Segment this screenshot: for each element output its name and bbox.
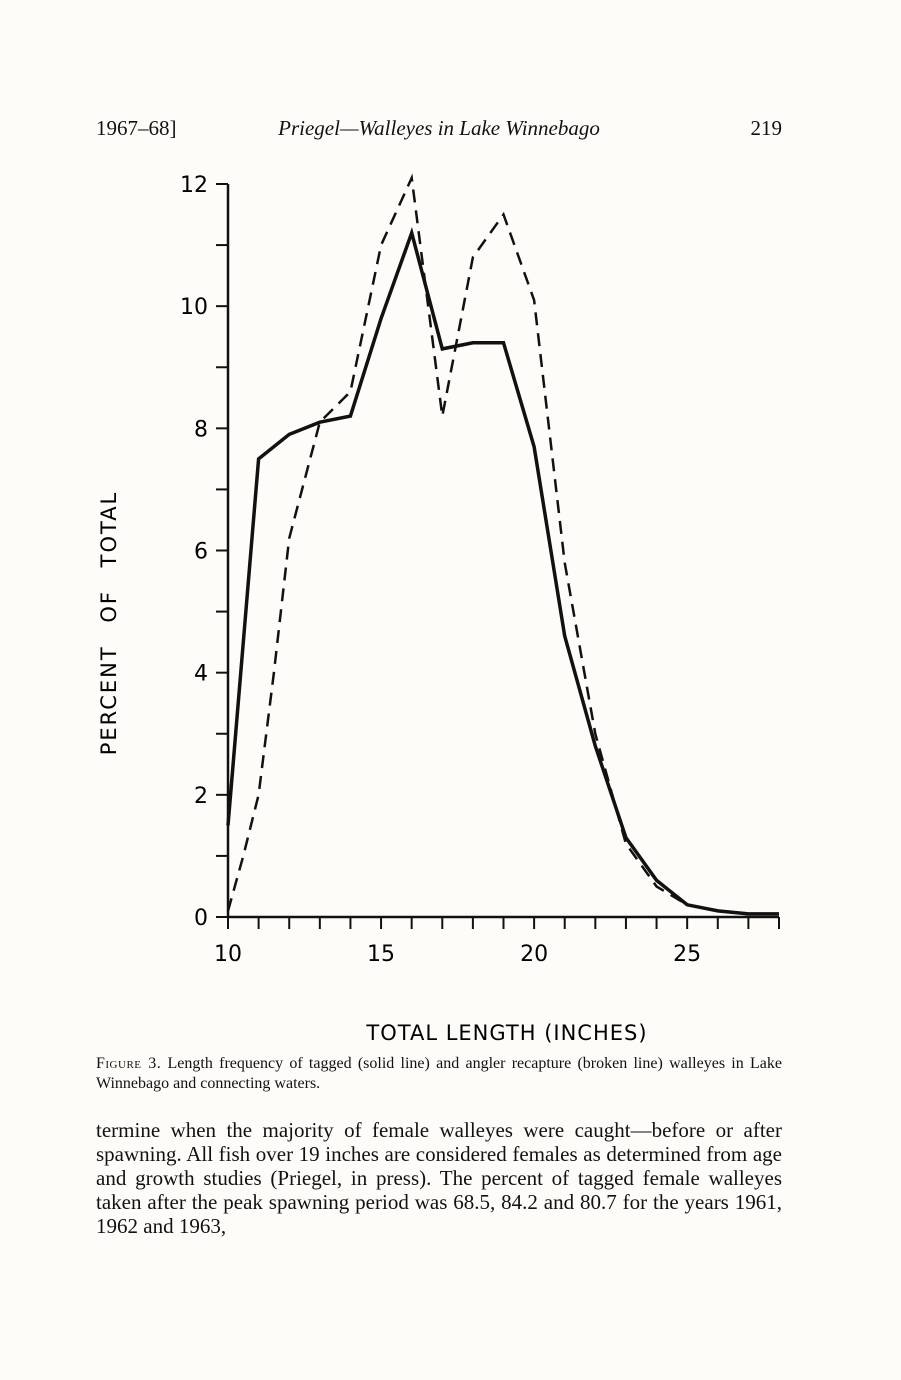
- paragraph: termine when the majority of female walleyes were caught—before or after spawning. All fish over 19 inches are considered females as determined from age and growth studies (Priegel, in press). The percent of tagged female walleyes taken after the peak spawning period was 68.5, 84.2 and 80.7 for the years 1961, 1962 and 1963,: [96, 1118, 782, 1238]
- figure-label: Figure 3.: [96, 1055, 162, 1072]
- x-tick-label: 20: [520, 942, 549, 967]
- y-tick-label: 4: [194, 661, 208, 687]
- y-axis-label: PERCENT OF TOTAL: [97, 490, 121, 756]
- x-tick-label: 15: [367, 942, 396, 967]
- body-text: [96, 1118, 782, 1238]
- series-line-solid: [228, 233, 779, 914]
- x-axis-label: TOTAL LENGTH (INCHES): [366, 1021, 648, 1045]
- y-tick-label: 0: [194, 906, 208, 931]
- series-line-dashed: [228, 178, 779, 914]
- y-tick-label: 2: [194, 783, 208, 809]
- x-tick-label: 25: [673, 942, 702, 967]
- chart-ticks: [180, 173, 779, 967]
- running-title: Priegel—Walleyes in Lake Winnebago: [278, 116, 600, 140]
- x-tick-label: 10: [214, 942, 242, 967]
- caption-text: Length frequency of tagged (solid line) and angler recapture (broken line) walleyes in Lake Winnebago and connecting waters.: [96, 1055, 782, 1092]
- figure-caption: [96, 1054, 782, 1094]
- y-tick-label: 12: [180, 173, 208, 198]
- page-number: 219: [750, 116, 782, 140]
- y-tick-label: 8: [194, 417, 208, 443]
- y-tick-label: 10: [180, 295, 208, 321]
- y-tick-label: 6: [194, 539, 208, 565]
- chart-axes: [228, 184, 779, 917]
- volume-years: 1967–68]: [96, 116, 177, 140]
- chart-series: [228, 178, 779, 914]
